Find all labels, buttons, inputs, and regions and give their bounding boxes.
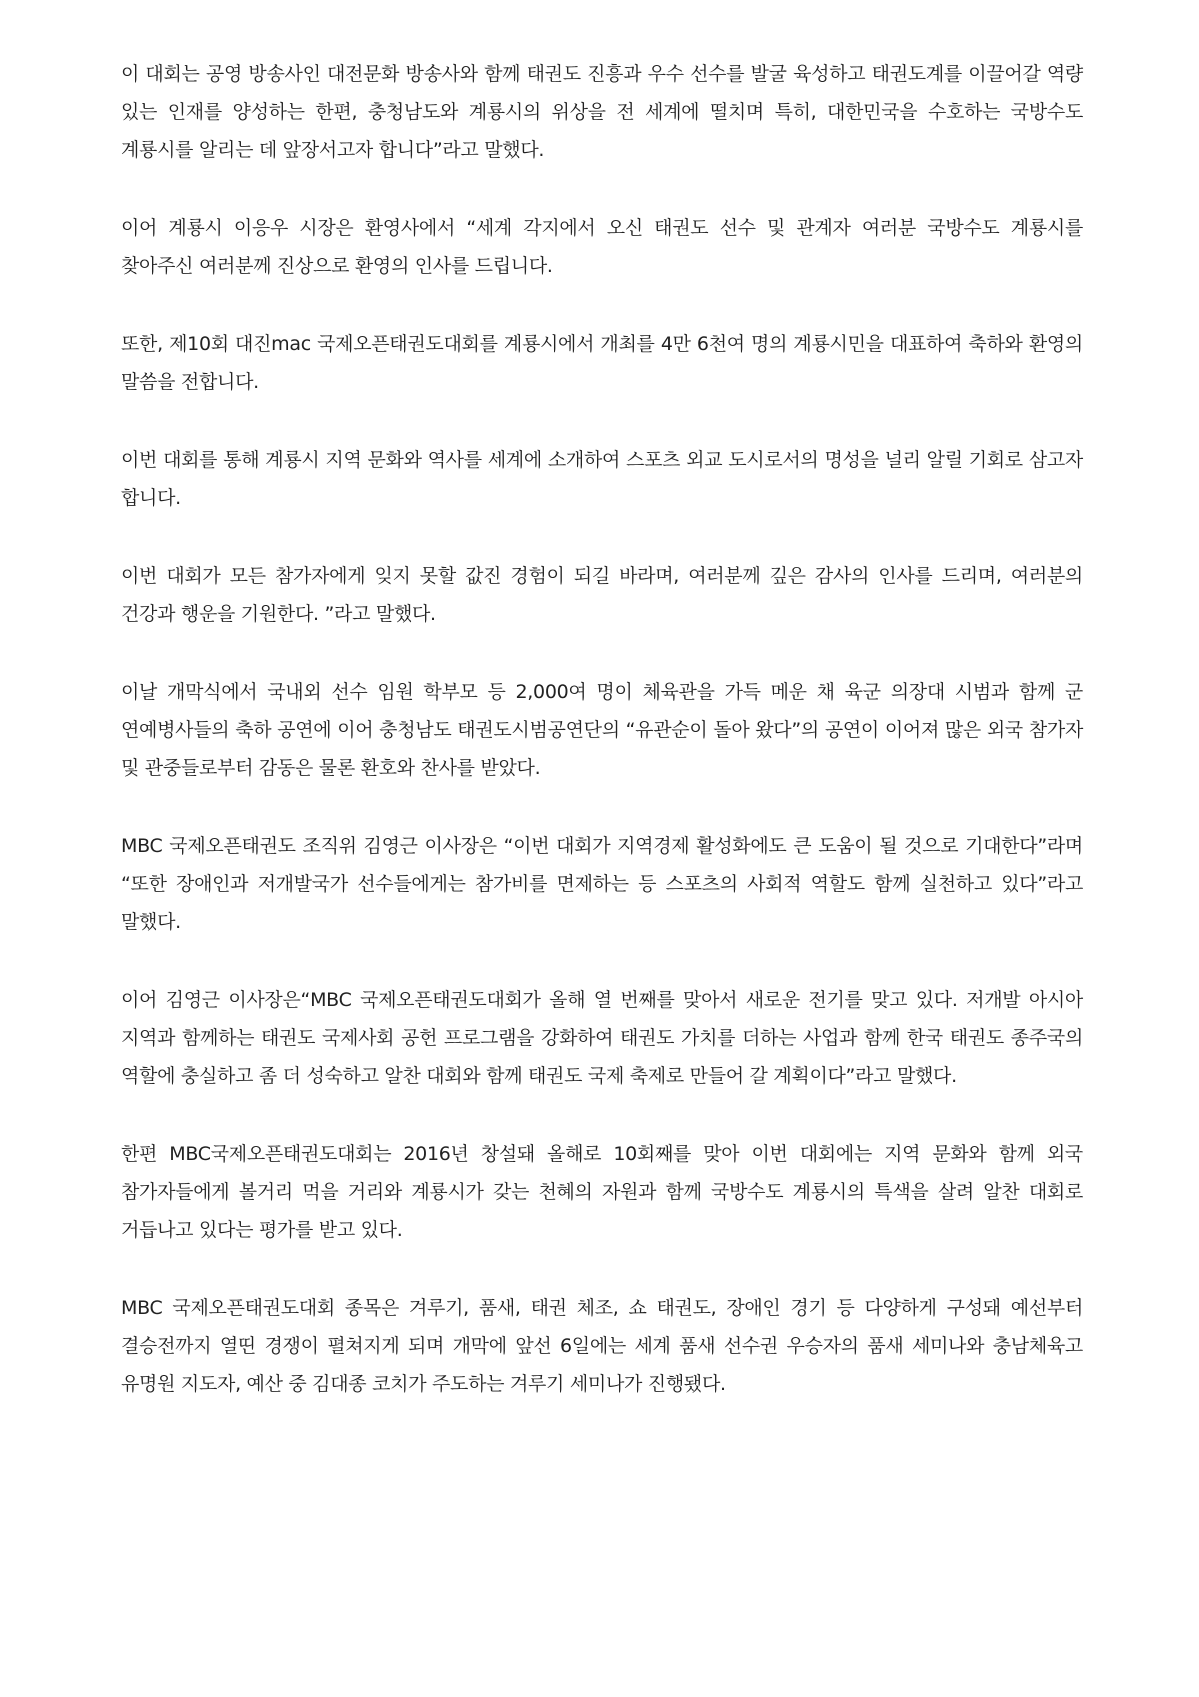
paragraph-4: 이번 대회를 통해 계룡시 지역 문화와 역사를 세계에 소개하여 스포츠 외교 도시로서의 명성을 널리 알릴 기회로 삼고자 합니다. <box>121 449 1083 509</box>
paragraph-9: 한편 MBC국제오픈태권도대회는 2016년 창설돼 올해로 10회째를 맞아 이번 대회에는 지역 문화와 함께 외국 참가자들에게 볼거리 먹을 거리와 계룡시가 갖는 천혜의 자원과 함께 국방수도 계룡시의 특색을 살려 알찬 대회로 거듭나고 있다는 평가를 받고 있다. <box>121 1143 1083 1241</box>
paragraph-2: 이어 계룡시 이응우 시장은 환영사에서 “세계 각지에서 오신 태권도 선수 및 관계자 여러분 국방수도 계룡시를 찾아주신 여러분께 진상으로 환영의 인사를 드립니다. <box>121 217 1083 277</box>
paragraph-3: 또한, 제10회 대진mac 국제오픈태권도대회를 계룡시에서 개최를 4만 6천여 명의 계룡시민을 대표하여 축하와 환영의 말씀을 전합니다. <box>121 333 1083 393</box>
paragraph-5: 이번 대회가 모든 참가자에게 잊지 못할 값진 경험이 되길 바라며, 여러분께 깊은 감사의 인사를 드리며, 여러분의 건강과 행운을 기원한다. ”라고 말했다. <box>121 565 1083 625</box>
paragraph-1: 이 대회는 공영 방송사인 대전문화 방송사와 함께 태권도 진흥과 우수 선수를 발굴 육성하고 태권도계를 이끌어갈 역량 있는 인재를 양성하는 한편, 충청남도와 계룡시의 위상을 전 세계에 떨치며 특히, 대한민국을 수호하는 국방수도 계룡시를 알리는 데 앞장서고자 합니다”라고 말했다. <box>121 63 1083 161</box>
paragraph-7: MBC 국제오픈태권도 조직위 김영근 이사장은 “이번 대회가 지역경제 활성화에도 큰 도움이 될 것으로 기대한다”라며 “또한 장애인과 저개발국가 선수들에게는 참가비를 면제하는 등 스포츠의 사회적 역할도 함께 실천하고 있다”라고 말했다. <box>121 835 1083 933</box>
paragraph-8: 이어 김영근 이사장은“MBC 국제오픈태권도대회가 올해 열 번째를 맞아서 새로운 전기를 맞고 있다. 저개발 아시아 지역과 함께하는 태권도 국제사회 공헌 프로그램을 강화하여 태권도 가치를 더하는 사업과 함께 한국 태권도 종주국의 역할에 충실하고 좀 더 성숙하고 알찬 대회와 함께 태권도 국제 축제로 만들어 갈 계획이다”라고 말했다. <box>121 989 1083 1087</box>
article-body <box>121 55 1083 1403</box>
paragraph-10: MBC 국제오픈태권도대회 종목은 겨루기, 품새, 태권 체조, 쇼 태권도, 장애인 경기 등 다양하게 구성돼 예선부터 결승전까지 열띤 경쟁이 펼쳐지게 되며 개막에 앞선 6일에는 세계 품새 선수권 우승자의 품새 세미나와 충남체육고 유명원 지도자, 예산 중 김대종 코치가 주도하는 겨루기 세미나가 진행됐다. <box>121 1297 1083 1395</box>
paragraph-6: 이날 개막식에서 국내외 선수 임원 학부모 등 2,000여 명이 체육관을 가득 메운 채 육군 의장대 시범과 함께 군 연예병사들의 축하 공연에 이어 충청남도 태권도시범공연단의 “유관순이 돌아 왔다”의 공연이 이어져 많은 외국 참가자 및 관중들로부터 감동은 물론 환호와 찬사를 받았다. <box>121 681 1083 779</box>
